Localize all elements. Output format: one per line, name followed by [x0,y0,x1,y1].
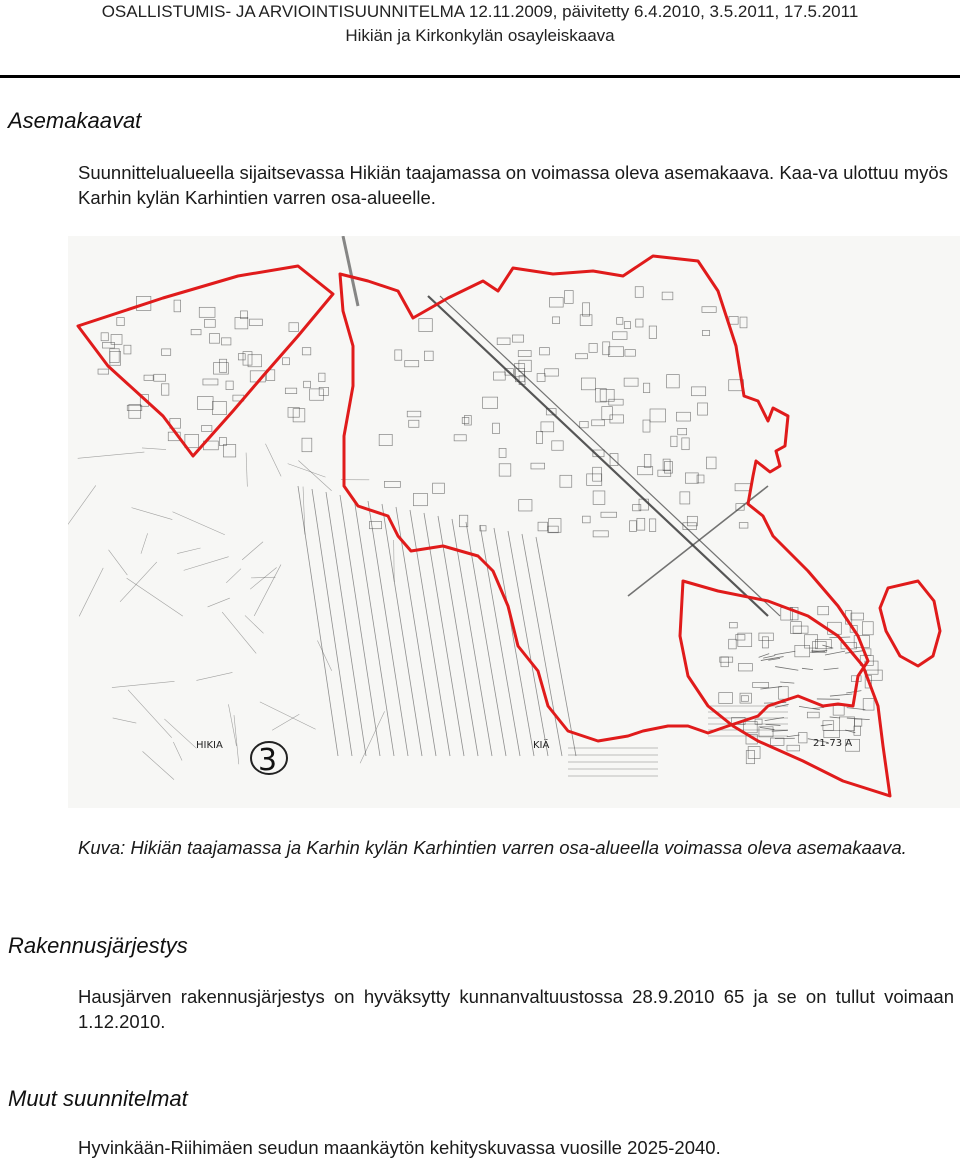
map-line [830,694,852,696]
map-parcel [650,409,666,422]
map-parcel [98,369,109,374]
map-parcel [592,420,605,426]
map-parcel [739,523,748,529]
map-parcel [793,626,808,633]
map-parcel [560,475,572,487]
map-parcel [613,332,627,340]
map-parcel [499,448,506,457]
map-parcel [319,373,325,382]
map-parcel [779,687,789,699]
map-parcel [223,444,235,456]
map-parcel [702,307,716,313]
map-line [132,508,173,520]
map-parcel [630,521,637,532]
map-parcel [636,319,643,327]
map-parcel [610,415,624,423]
map-parcel [702,330,709,335]
map-line [847,708,866,710]
map-line [234,715,239,764]
map-parcel [854,719,861,726]
map-drawing [68,236,960,808]
map-parcel [162,384,169,395]
map-parcel [454,435,466,441]
map-line [780,682,794,683]
map-parcel [283,358,290,365]
map-parcel [787,745,800,751]
map-parcel [203,379,218,385]
map-parcel [799,733,808,743]
map-line [774,651,795,655]
map-parcel [540,348,550,355]
map-parcel [741,696,748,702]
map-parcel [664,462,672,474]
map-parcel [671,436,677,446]
map-parcel [729,316,738,324]
map-line [298,461,331,491]
map-line [250,567,276,589]
map-line [141,533,148,553]
map-line [127,578,183,616]
map-line [68,485,96,530]
map-parcel [285,388,296,393]
map-parcel [698,403,708,415]
map-line [196,672,232,680]
map-parcel [833,705,844,715]
figure-caption: Kuva: Hikiän taajamassa ja Karhin kylän Karhintien varren osa-alueella voimassa oleva asemakaava. [78,837,907,858]
map-parcel [593,531,608,537]
map-line [254,565,281,616]
document-header [0,0,960,52]
map-line [787,735,800,737]
map-parcel [863,699,874,710]
map-parcel [235,318,248,329]
header-divider [0,75,960,78]
map-parcel [419,319,432,332]
map-parcel [582,516,590,523]
map-parcel [304,381,311,387]
map-line [120,562,157,602]
map-label-sheet: 21-73 A [813,738,853,749]
map-line [222,612,256,653]
map-parcel [762,637,768,648]
map-line [265,444,281,477]
map-parcel [682,438,689,450]
map-parcel [111,335,122,345]
map-line [79,568,103,616]
map-parcel [676,412,690,421]
map-parcel [638,467,653,475]
map-line [208,598,230,607]
map-parcel [685,473,698,483]
map-parcel [545,369,559,376]
map-line [272,714,299,730]
map-line [184,557,229,571]
map-parcel [462,417,469,423]
map-parcel [581,378,595,390]
map-parcel [735,484,750,491]
map-parcel [519,500,532,511]
map-line [830,717,841,718]
map-parcel [580,421,588,427]
map-parcel [124,345,131,354]
map-parcel [720,657,733,662]
map-parcel [729,622,737,627]
map-parcel [617,318,623,325]
map-parcel [110,349,119,363]
map-line [802,668,813,669]
map-label-hikia: HIKIA [196,740,223,751]
map-parcel [407,411,421,417]
map-parcel [552,441,563,450]
map-parcel [851,613,864,620]
map-parcel [824,730,840,737]
map-parcel [729,639,737,649]
map-parcel [740,317,747,328]
map-line [343,236,358,306]
map-number-mark: 3 [258,743,278,778]
map-parcel [662,292,673,300]
map-parcel [576,354,588,359]
plan-boundary-northeast [880,581,940,666]
map-parcel [602,407,613,420]
map-parcel [753,682,769,687]
map-parcel [608,347,623,357]
map-line [766,724,781,725]
map-parcel [550,298,564,307]
map-parcel [154,374,166,381]
map-parcel [601,512,617,517]
map-parcel [199,307,215,317]
map-parcel [643,383,649,392]
map-line [143,751,174,779]
map-parcel [643,420,650,432]
map-parcel [667,375,680,388]
map-parcel [736,504,744,511]
map-line [825,651,845,655]
map-parcel [197,397,213,410]
map-line [775,667,798,671]
map-parcel [748,747,760,759]
map-parcel [807,712,819,718]
map-line [428,296,768,616]
map-parcel [854,726,861,735]
header-subtitle: Hikiän ja Kirkonkylän osayleiskaava [345,26,615,45]
map-parcel [691,387,705,396]
map-line [172,512,224,535]
map-parcel [649,519,655,531]
map-parcel [649,326,656,338]
map-parcel [736,634,745,640]
map-line [112,681,175,687]
map-line [246,453,247,487]
map-line [813,707,825,708]
map-parcel [678,428,687,434]
map-parcel [129,405,141,419]
map-line [177,548,200,554]
map-parcel [624,322,630,329]
map-parcel [719,693,733,704]
map-parcel [637,518,645,530]
map-line [360,711,384,763]
map-parcel [625,350,635,357]
map-parcel [379,434,392,445]
map-parcel [512,335,523,342]
map-parcel [593,491,605,504]
map-parcel [549,519,561,533]
map-line [245,615,264,633]
map-parcel [687,516,697,526]
map-line [847,718,870,720]
map-line [242,542,263,560]
plan-boundary-central [340,256,868,741]
map-parcel [635,287,643,298]
map-parcel [302,348,310,355]
map-parcel [791,622,802,634]
map-parcel [587,474,602,485]
map-parcel [212,401,226,414]
map-parcel [162,349,171,355]
map-line [164,719,196,748]
map-parcel [493,372,505,380]
map-parcel [518,351,531,357]
map-parcel [531,463,545,469]
map-line [128,690,172,738]
map-line [845,651,863,654]
map-parcel [405,361,419,367]
map-parcel [413,493,427,505]
section-heading-muut-suunnitelmat: Muut suunnitelmat [8,1086,188,1111]
plan-boundaries [78,256,940,796]
map-parcel [117,318,124,326]
zoning-plan-map [68,236,960,808]
map-parcel [395,350,402,360]
map-line [260,702,316,729]
map-parcel [538,522,548,531]
map-parcel [289,323,298,332]
map-parcel [238,354,245,360]
map-parcel [583,303,590,316]
map-parcel [541,422,554,432]
map-parcel [144,375,153,380]
map-parcel [552,317,559,324]
map-parcel [771,738,784,745]
map-line [142,448,166,450]
map-parcel [738,664,752,671]
map-parcel [746,751,754,764]
muut-suunnitelmat-paragraph: Hyvinkään-Riihimäen seudun maankäytön kehityskuvassa vuosille 2025-2040. [78,1137,721,1158]
map-parcel [818,606,829,614]
map-line [763,656,775,659]
section-heading-asemakaavat: Asemakaavat [8,108,142,133]
map-parcel [409,420,419,427]
map-line [78,452,145,458]
map-parcel [706,457,716,469]
map-label-center: KIÄ [533,740,550,751]
map-parcel [624,378,638,386]
map-parcel [310,389,324,400]
map-parcel [537,374,545,382]
map-parcel [101,333,108,341]
map-parcel [204,319,215,327]
map-line [772,730,788,731]
map-parcel [589,343,597,352]
map-line [113,718,137,723]
map-parcel [250,319,263,326]
map-parcel [219,359,226,372]
section-heading-rakennusjarjestys: Rakennusjärjestys [8,933,188,958]
map-parcel [499,464,511,476]
map-parcel [127,405,142,410]
rakennusjarjestys-paragraph: Hausjärven rakennusjärjestys on hyväksytty kunnanvaltuustossa 28.9.2010 65 ja se on tullut voimaan 1.12.2010. [78,986,954,1032]
map-parcel [302,438,312,452]
map-line [226,569,241,583]
map-parcel [221,338,230,345]
map-parcel [795,645,810,656]
map-parcel [536,431,542,443]
map-parcel [433,483,445,493]
map-parcel [424,351,433,360]
asemakaavat-paragraph: Suunnittelualueella sijaitsevassa Hikiän taajamassa on voimassa oleva asemakaava. Kaa-va ulottuu myös Karhin kylän Karhintien varren osa-alueelle. [78,162,948,208]
map-line [821,724,833,726]
map-line [760,727,774,729]
map-parcel [201,426,211,432]
plan-boundary-west [78,266,333,456]
map-parcel [519,360,531,371]
map-parcel [483,397,498,408]
map-parcel [680,492,690,504]
map-parcel [548,526,558,533]
map-parcel [609,399,623,405]
map-parcel [226,381,233,390]
map-parcel [565,291,574,304]
map-parcel [210,334,220,344]
map-parcel [174,300,181,312]
map-parcel [721,657,728,667]
map-linework [68,236,882,780]
map-parcel [102,342,114,348]
map-parcel [839,717,854,731]
map-line [824,668,839,670]
map-parcel [493,423,500,433]
map-parcel [862,622,873,635]
map-line [109,550,128,575]
map-parcel [384,481,400,487]
header-title: OSALLISTUMIS- JA ARVIOINTISUUNNITELMA 12.11.2009, päivitetty 6.4.2010, 3.5.2011, 17.5.2011 [101,2,859,21]
map-line [251,577,275,578]
map-parcel [596,388,607,401]
map-line [288,464,326,477]
map-parcel [191,329,201,334]
map-parcel [644,454,651,467]
map-parcel [497,338,510,345]
map-line [173,742,182,760]
